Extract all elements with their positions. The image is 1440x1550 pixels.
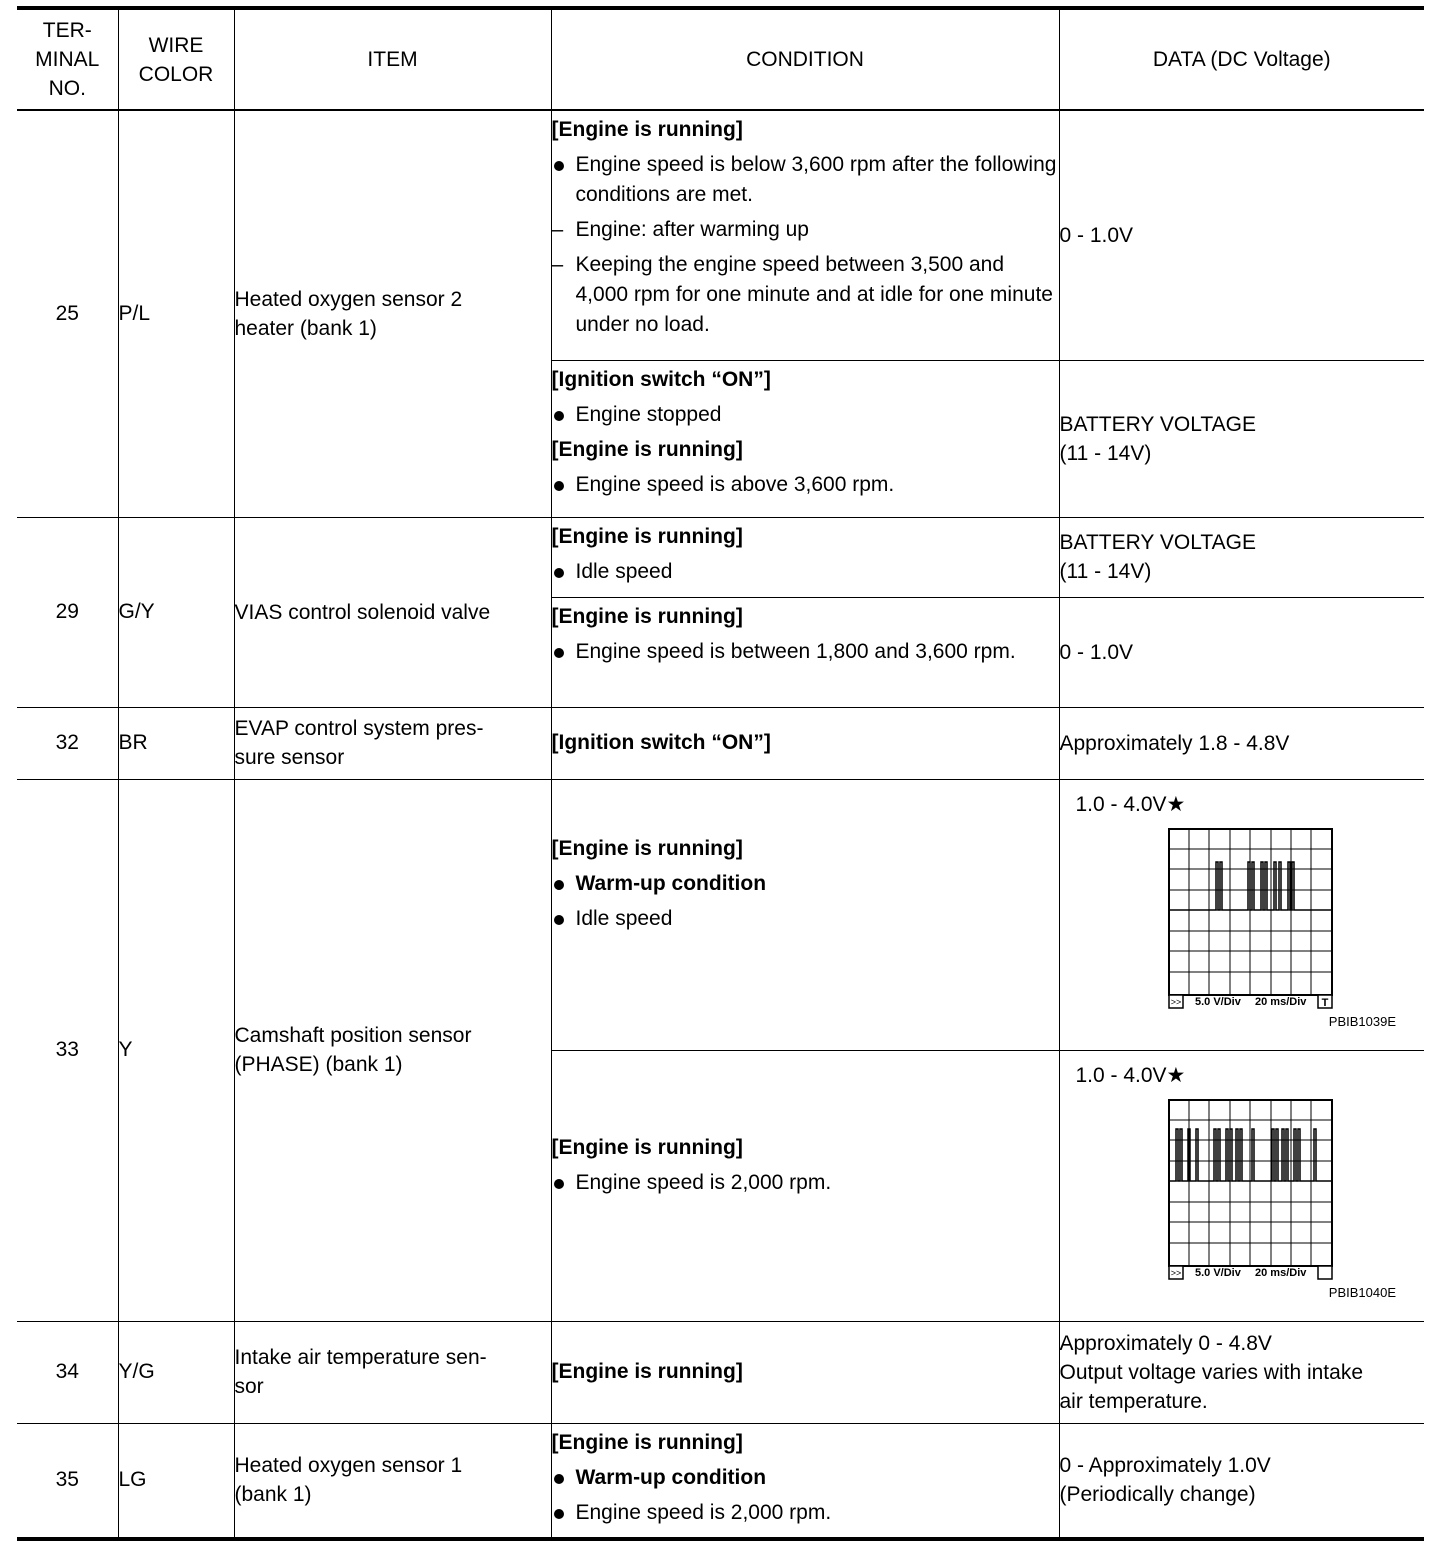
header-wire-color: WIRE COLOR xyxy=(118,8,234,110)
header-data: DATA (DC Voltage) xyxy=(1059,8,1424,110)
condition-bullet: Engine speed is below 3,600 rpm after the following conditions are met. xyxy=(552,150,1059,210)
bullet-icon xyxy=(554,161,564,171)
condition-heading: [Engine is running] xyxy=(551,837,743,860)
bullet-icon xyxy=(554,1509,564,1519)
condition-cell xyxy=(551,517,1059,597)
svg-text:>>: >> xyxy=(1170,1267,1181,1278)
table-row xyxy=(17,1423,1424,1539)
condition-cell xyxy=(551,1050,1059,1321)
bullet-icon xyxy=(554,411,564,421)
data-value: 0 - Approximately 1.0V (Periodically change) xyxy=(1059,1423,1424,1539)
figure-code: PBIB1040E xyxy=(1328,1284,1396,1300)
condition-cell xyxy=(551,597,1059,707)
condition-cell xyxy=(551,1423,1059,1539)
header-condition: CONDITION xyxy=(551,8,1059,110)
terminal-number: 32 xyxy=(17,707,118,779)
condition-bullet: Engine speed is 2,000 rpm. xyxy=(552,1168,1059,1198)
table-row xyxy=(17,110,1424,360)
condition-heading: [Engine is running] xyxy=(551,437,743,461)
oscilloscope-waveform-idle xyxy=(1168,828,1334,1010)
bullet-icon xyxy=(554,1474,564,1484)
condition-dash: – Keeping the engine speed between 3,500 and 4,000 rpm for one minute and at idle for one minute under no load. xyxy=(552,250,1059,340)
item-name: Camshaft position sensor (PHASE) (bank 1) xyxy=(234,779,551,1321)
terminal-number: 34 xyxy=(17,1321,118,1423)
scale-volts: 5.0 V/Div xyxy=(1194,995,1241,1008)
bullet-icon xyxy=(554,648,564,658)
item-name: Heated oxygen sensor 2 heater (bank 1) xyxy=(234,110,551,517)
table-row xyxy=(17,779,1424,1050)
condition-cell xyxy=(551,779,1059,1050)
waveform-cell xyxy=(1059,779,1424,1050)
condition-heading: [Engine is running] xyxy=(551,1430,743,1454)
condition-cell xyxy=(551,707,1059,779)
condition-heading: [Ignition switch “ON”] xyxy=(551,731,771,754)
terminal-number: 25 xyxy=(17,110,118,517)
condition-heading: [Engine is running] xyxy=(551,1135,743,1159)
table-row xyxy=(17,707,1424,779)
data-value: BATTERY VOLTAGE (11 - 14V) xyxy=(1059,360,1424,517)
terminal-number: 35 xyxy=(17,1423,118,1539)
header-item: ITEM xyxy=(234,8,551,110)
scale-volts: 5.0 V/Div xyxy=(1194,1266,1241,1279)
condition-cell xyxy=(551,1321,1059,1423)
condition-heading: [Engine is running] xyxy=(551,524,743,548)
condition-bullet: Engine speed is between 1,800 and 3,600 rpm. xyxy=(552,637,1059,667)
table-row xyxy=(17,517,1424,597)
condition-heading: [Engine is running] xyxy=(551,604,743,628)
terminal-number: 29 xyxy=(17,517,118,707)
item-name: VIAS control solenoid valve xyxy=(234,517,551,707)
dash-icon: – xyxy=(551,218,564,241)
item-name: EVAP control system pres- sure sensor xyxy=(234,707,551,779)
condition-bullet: Warm-up condition xyxy=(552,869,1059,899)
condition-bullet: Engine speed is 2,000 rpm. xyxy=(552,1498,1059,1528)
bullet-icon xyxy=(554,568,564,578)
condition-bullet: Engine stopped xyxy=(552,400,1059,430)
wire-color: LG xyxy=(118,1423,234,1539)
bullet-icon xyxy=(554,481,564,491)
bullet-icon xyxy=(554,880,564,890)
svg-text:>>: >> xyxy=(1170,996,1181,1007)
scale-time: 20 ms/Div xyxy=(1254,995,1306,1008)
table-header-row xyxy=(17,8,1424,110)
data-value: Approximately 0 - 4.8V Output voltage varies with intake air temperature. xyxy=(1059,1321,1424,1423)
condition-bullet: Idle speed xyxy=(552,557,1059,587)
condition-bullet: Engine speed is above 3,600 rpm. xyxy=(552,470,1059,500)
terminal-data-table xyxy=(17,6,1424,1541)
data-value: Approximately 1.8 - 4.8V xyxy=(1059,707,1424,779)
oscilloscope-waveform-2000rpm xyxy=(1168,1099,1334,1281)
wire-color: P/L xyxy=(118,110,234,517)
header-terminal-no: TER- MINAL NO. xyxy=(17,8,118,110)
condition-heading: [Ignition switch “ON”] xyxy=(551,367,771,391)
item-name: Heated oxygen sensor 1 (bank 1) xyxy=(234,1423,551,1539)
terminal-number: 33 xyxy=(17,779,118,1321)
data-value: BATTERY VOLTAGE (11 - 14V) xyxy=(1059,517,1424,597)
data-value: 1.0 - 4.0V★ xyxy=(1075,792,1186,816)
wire-color: BR xyxy=(118,707,234,779)
condition-cell xyxy=(551,360,1059,517)
data-value: 1.0 - 4.0V★ xyxy=(1075,1063,1186,1087)
bullet-icon xyxy=(554,915,564,925)
svg-text:T: T xyxy=(1321,996,1328,1009)
condition-dash: – Engine: after warming up xyxy=(552,215,1059,245)
wire-color: Y/G xyxy=(118,1321,234,1423)
condition-heading: [Engine is running] xyxy=(551,1360,743,1383)
waveform-cell xyxy=(1059,1050,1424,1321)
wire-color: Y xyxy=(118,779,234,1321)
scale-time: 20 ms/Div xyxy=(1254,1266,1306,1279)
condition-bullet: Idle speed xyxy=(552,904,1059,934)
wire-color: G/Y xyxy=(118,517,234,707)
dash-icon: – xyxy=(551,253,564,276)
data-value: 0 - 1.0V xyxy=(1059,110,1424,360)
condition-cell xyxy=(551,110,1059,360)
data-value: 0 - 1.0V xyxy=(1059,597,1424,707)
condition-bullet: Warm-up condition xyxy=(552,1463,1059,1493)
figure-code: PBIB1039E xyxy=(1328,1013,1396,1029)
bullet-icon xyxy=(554,1179,564,1189)
item-name: Intake air temperature sen- sor xyxy=(234,1321,551,1423)
table-row xyxy=(17,1321,1424,1423)
condition-heading: [Engine is running] xyxy=(551,118,743,141)
